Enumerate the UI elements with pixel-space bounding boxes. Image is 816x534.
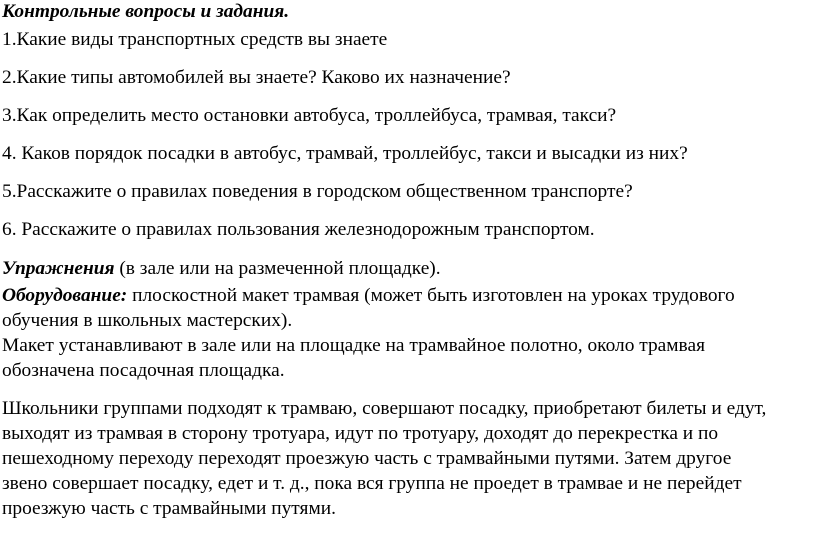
equipment-label: Оборудование: xyxy=(2,285,128,306)
procedure-line-3: пешеходному переходу переходят проезжую часть с трамвайными путями. Затем другое xyxy=(2,448,732,469)
equipment-line-2: обучения в школьных мастерских). xyxy=(2,310,293,331)
procedure-line-1: Школьники группами подходят к трамваю, совершают посадку, приобретают билеты и едут, xyxy=(2,398,767,419)
section-heading: Контрольные вопросы и задания. xyxy=(2,1,290,22)
procedure-line-2: выходят из трамвая в сторону тротуара, идут по тротуару, доходят до перекрестка и по xyxy=(2,423,719,444)
question-2: 2.Какие типы автомобилей вы знаете? Каково их назначение? xyxy=(2,67,511,88)
procedure-line-5: проезжую часть с трамвайными путями. xyxy=(2,498,336,519)
question-1: 1.Какие виды транспортных средств вы знаете xyxy=(2,29,388,50)
equipment-line-1 xyxy=(2,284,735,308)
exercise-label: Упражнения xyxy=(2,258,115,279)
question-6: 6. Расскажите о правилах пользования железнодорожным транспортом. xyxy=(2,219,595,240)
exercise-note: (в зале или на размеченной площадке). xyxy=(114,258,441,279)
procedure-line-4: звено совершает посадку, едет и т. д., пока вся группа не проедет в трамвае и не перейдет xyxy=(2,473,742,494)
question-4: 4. Каков порядок посадки в автобус, трамвай, троллейбус, такси и высадки из них? xyxy=(2,143,688,164)
question-5: 5.Расскажите о правилах поведения в городском общественном транспорте? xyxy=(2,181,633,202)
question-3: 3.Как определить место остановки автобуса, троллейбуса, трамвая, такси? xyxy=(2,105,617,126)
exercise-line xyxy=(2,257,441,281)
layout-line-2: обозначена посадочная площадка. xyxy=(2,360,285,381)
equipment-text-1: плоскостной макет трамвая (может быть изготовлен на уроках трудового xyxy=(127,285,735,306)
layout-line-1: Макет устанавливают в зале или на площадке на трамвайное полотно, около трамвая xyxy=(2,335,705,356)
